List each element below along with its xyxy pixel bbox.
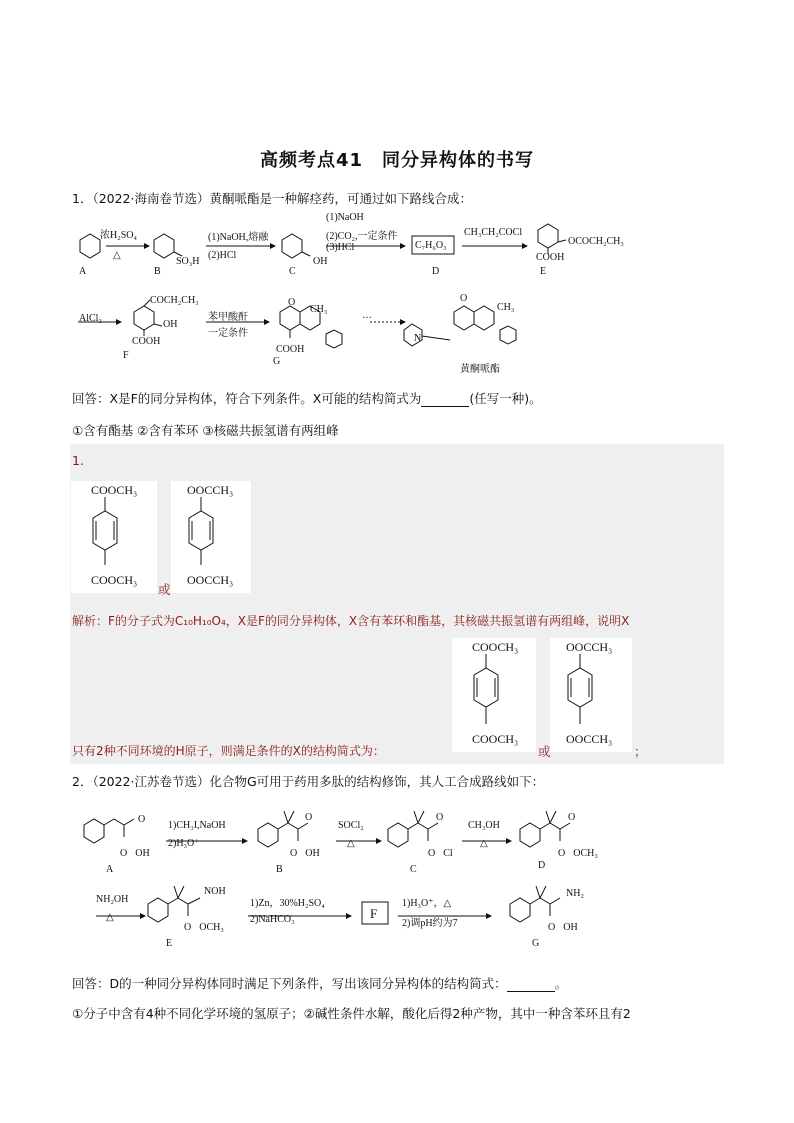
a-struct1-bot: COOCH₃ bbox=[472, 732, 519, 746]
answer-blank[interactable] bbox=[421, 394, 469, 407]
q2-e-noh: NOH bbox=[204, 886, 226, 897]
label-f: F bbox=[123, 350, 129, 361]
q1-question: 回答：X是F的同分异构体，符合下列条件。X可能的结构简式为 (任写一种)。 bbox=[72, 391, 542, 406]
p-n: N bbox=[414, 333, 422, 344]
q2-a-o: O bbox=[138, 814, 146, 825]
analysis-end: ； bbox=[634, 744, 647, 759]
q2-r2-bot: △ bbox=[347, 838, 355, 849]
oh-group: OH bbox=[313, 256, 328, 267]
q2-box-f: F bbox=[370, 906, 378, 921]
analysis-line2: 只有2种不同环境的H原子，则满足条件的X的结构简式为： bbox=[72, 744, 385, 758]
reagent-6-top: 苯甲酸酐 bbox=[208, 312, 248, 323]
answer-number: 1. bbox=[72, 453, 84, 468]
label-c: C bbox=[289, 266, 296, 277]
q2-d-och3: O OCH₃ bbox=[558, 848, 598, 859]
reagent-3b: (2)CO₂,一定条件 bbox=[326, 231, 398, 242]
g-ch3: CH₃ bbox=[310, 304, 328, 315]
struct1-top: COOCH₃ bbox=[91, 483, 138, 497]
answer-struct-1 bbox=[71, 481, 157, 593]
reagent-2-top: (1)NaOH,熔融 bbox=[208, 232, 269, 243]
q2-c-cl: O Cl bbox=[428, 848, 453, 859]
p-o: O bbox=[460, 293, 468, 304]
reagent-7: ··· bbox=[362, 313, 372, 324]
q2-label-d: D bbox=[538, 860, 546, 871]
label-d: D bbox=[432, 266, 440, 277]
e-cooh: COOH bbox=[536, 252, 565, 263]
label-b: B bbox=[154, 266, 161, 277]
a-struct2-top: OOCCH₃ bbox=[566, 640, 613, 654]
analysis-struct-1 bbox=[452, 638, 536, 752]
reagent-2-bot: (2)HCl bbox=[208, 250, 237, 261]
q2-label-a: A bbox=[106, 864, 114, 875]
q2-r4-top: NH₂OH bbox=[96, 894, 129, 905]
q2-r6-top: 1)H₃O⁺，△ bbox=[402, 898, 452, 909]
a-struct2-bot: OOCCH₃ bbox=[566, 732, 613, 746]
q2-r4-bot: △ bbox=[106, 912, 114, 923]
so3h-group: SO₃H bbox=[176, 256, 200, 267]
benzene-a bbox=[80, 234, 100, 258]
q2-r5-top: 1)Zn，30%H₂SO₄ bbox=[250, 898, 325, 909]
compound-d-box: C₇H₆O₃ bbox=[415, 240, 447, 251]
page-title: 高频考点41 同分异构体的书写 bbox=[259, 150, 535, 171]
label-a: A bbox=[79, 266, 87, 277]
q2-b-o: O bbox=[305, 812, 313, 823]
q2-c-o: O bbox=[436, 812, 444, 823]
e-ester: OCOCH₂CH₃ bbox=[568, 236, 624, 247]
q2-r3-bot: △ bbox=[480, 838, 488, 849]
or-1: 或 bbox=[158, 582, 171, 597]
reagent-1-bot: △ bbox=[113, 250, 121, 261]
g-o: O bbox=[288, 297, 296, 308]
reagent-3c: (3)HCl bbox=[326, 242, 355, 253]
struct1-bot: COOCH₃ bbox=[91, 573, 138, 587]
q2-r1-top: 1)CH₃I,NaOH bbox=[168, 820, 226, 831]
q2-stem: 2．（2022·江苏卷节选）化合物G可用于药用多肽的结构修饰，其人工合成路线如下： bbox=[72, 774, 545, 789]
reagent-4: CH₃CH₂COCl bbox=[464, 227, 523, 238]
struct2-bot: OOCCH₃ bbox=[187, 573, 234, 587]
q2-a-oh: O OH bbox=[120, 848, 150, 859]
q2-r2-top: SOCl₂ bbox=[338, 820, 364, 831]
q2-label-g: G bbox=[532, 938, 540, 949]
q2-r5-bot: 2)NaHCO₃ bbox=[250, 914, 295, 925]
label-product: 黄酮哌酯 bbox=[460, 364, 500, 375]
q1-stem: 1．（2022·海南卷节选）黄酮哌酯是一种解痉药，可通过如下路线合成： bbox=[72, 191, 472, 206]
or-2: 或 bbox=[538, 744, 551, 759]
q2-scheme-row1 bbox=[80, 805, 640, 875]
reagent-3a: (1)NaOH bbox=[326, 212, 364, 223]
analysis-line1: 解析：F的分子式为C₁₀H₁₀O₄，X是F的同分异构体，X含有苯环和酯基，其核磁共振氢谱有两组峰，说明X bbox=[72, 614, 630, 628]
a-struct1-top: COOCH₃ bbox=[472, 640, 519, 654]
q1-conditions: ①含有酯基 ②含有苯环 ③核磁共振氢谱有两组峰 bbox=[72, 423, 339, 438]
f-ketone: COCH₂CH₃ bbox=[150, 295, 199, 306]
q2-label-c: C bbox=[410, 864, 417, 875]
q2-question: 回答：D的一种同分异构体同时满足下列条件，写出该同分异构体的结构简式： 。 bbox=[72, 976, 568, 991]
p-ch3: CH₃ bbox=[497, 302, 515, 313]
q2-d-o: O bbox=[568, 812, 576, 823]
q2-conditions: ①分子中含有4种不同化学环境的氢原子；②碱性条件水解，酸化后得2种产物，其中一种含苯环且有2 bbox=[72, 1006, 631, 1021]
q2-b-oh: O OH bbox=[290, 848, 320, 859]
q2-e-och3: O OCH₃ bbox=[184, 922, 224, 933]
q2-answer-blank[interactable] bbox=[507, 979, 555, 992]
f-cooh: COOH bbox=[132, 336, 161, 347]
f-oh: OH bbox=[163, 319, 178, 330]
answer-struct-2 bbox=[171, 481, 251, 593]
q2-r1-bot: 2)H₃O⁺ bbox=[168, 838, 200, 849]
q2-r3-top: CH₃OH bbox=[468, 820, 500, 831]
label-e: E bbox=[540, 266, 547, 277]
analysis-struct-2 bbox=[550, 638, 632, 752]
q2-g-oh: O OH bbox=[548, 922, 578, 933]
q2-label-e: E bbox=[166, 938, 173, 949]
q2-g-nh2: NH₂ bbox=[566, 888, 584, 899]
reagent-6-bot: 一定条件 bbox=[208, 328, 248, 339]
reagent-1-top: 浓H₂SO₄ bbox=[100, 230, 137, 241]
q2-r6-bot: 2)调pH约为7 bbox=[402, 918, 458, 929]
reagent-5: AlCl₃ bbox=[79, 313, 102, 324]
g-cooh: COOH bbox=[276, 344, 305, 355]
label-g: G bbox=[273, 356, 281, 367]
struct2-top: OOCCH₃ bbox=[187, 483, 234, 497]
q2-label-b: B bbox=[276, 864, 283, 875]
